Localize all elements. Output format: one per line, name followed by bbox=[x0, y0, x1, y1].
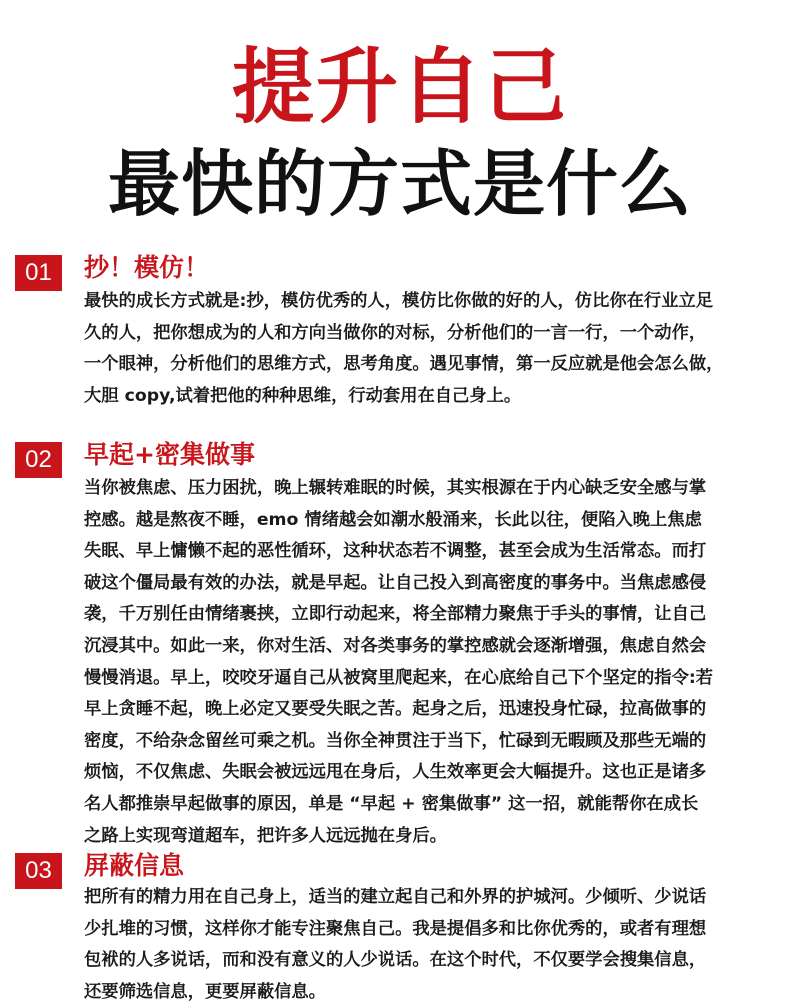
section-body bbox=[84, 473, 774, 852]
section-number-badge: 02 bbox=[15, 442, 62, 478]
body-line: 早上贪睡不起，晚上必定又要受失眠之苦。起身之后，迅速投身忙碌，拉高做事的 bbox=[84, 699, 707, 720]
section-number-badge: 03 bbox=[15, 853, 62, 889]
body-line: 最快的成长方式就是:抄，模仿优秀的人，模仿比你做的好的人，仿比你在行业立足 bbox=[84, 291, 714, 311]
section-title: 抄！模仿！ bbox=[84, 253, 210, 282]
body-line: 控感。越是熬夜不睡，emo 情绪越会如潮水般涌来，长此以往，便陷入晚上焦虑 bbox=[84, 509, 702, 530]
page-title: 提升自己 bbox=[231, 40, 568, 135]
body-line: 慢慢消退。早上，咬咬牙逼自己从被窝里爬起来，在心底给自己下个坚定的指令:若 bbox=[84, 667, 714, 688]
body-line: 少扎堆的习惯，这样你才能专注聚焦自己。我是提倡多和比你优秀的，或者有理想 bbox=[84, 918, 707, 939]
body-line: 破这个僵局最有效的办法，就是早起。让自己投入到高密度的事务中。当焦虑感侵 bbox=[84, 572, 707, 593]
section-number-badge: 01 bbox=[15, 255, 62, 291]
body-line: 密度，不给杂念留丝可乘之机。当你全神贯注于当下，忙碌到无暇顾及那些无端的 bbox=[84, 730, 707, 751]
body-line: 一个眼神，分析他们的思维方式，思考角度。遇见事情，第一反应就是他会怎么做， bbox=[84, 354, 724, 375]
body-line: 当你被焦虑、压力困扰，晚上辗转难眠的时候，其实根源在于内心缺乏安全感与掌 bbox=[84, 478, 707, 498]
section-title: 屏蔽信息 bbox=[84, 851, 185, 880]
title-block bbox=[0, 38, 800, 228]
body-line: 失眠、早上慵懒不起的恶性循环，这种状态若不调整，甚至会成为生活常态。而打 bbox=[84, 541, 707, 562]
body-line: 久的人，把你想成为的人和方向当做你的对标，分析他们的一言一行，一个动作， bbox=[84, 322, 707, 343]
body-line: 把所有的精力用在自己身上，适当的建立起自己和外界的护城河。少倾听、少说话 bbox=[84, 887, 707, 907]
body-line: 名人都推崇早起做事的原因，单是 “早起 + 密集做事” 这一招，就能帮你在成长 bbox=[84, 793, 699, 814]
page-subtitle: 最快的方式是什么 bbox=[107, 142, 692, 226]
body-line: 之路上实现弯道超车，把许多人远远抛在身后。 bbox=[84, 825, 447, 846]
body-line: 还要筛选信息，更要屏蔽信息。 bbox=[84, 981, 326, 1002]
section-body bbox=[84, 286, 774, 412]
body-line: 烦恼，不仅焦虑、失眠会被远远甩在身后，人生效率更会大幅提升。这也正是诸多 bbox=[84, 762, 707, 783]
section-body bbox=[84, 882, 774, 1008]
body-line: 沉浸其中。如此一来，你对生活、对各类事务的掌控感就会逐渐增强，焦虑自然会 bbox=[84, 635, 707, 656]
body-line: 包袱的人多说话，而和没有意义的人少说话。在这个时代，不仅要学会搜集信息， bbox=[84, 950, 707, 971]
body-line: 袭，千万别任由情绪裹挟，立即行动起来，将全部精力聚焦于手头的事情，让自己 bbox=[84, 604, 707, 625]
section-title: 早起+密集做事 bbox=[84, 440, 255, 469]
body-line: 大胆 copy,试着把他的种种思维，行动套用在自己身上。 bbox=[84, 385, 522, 406]
